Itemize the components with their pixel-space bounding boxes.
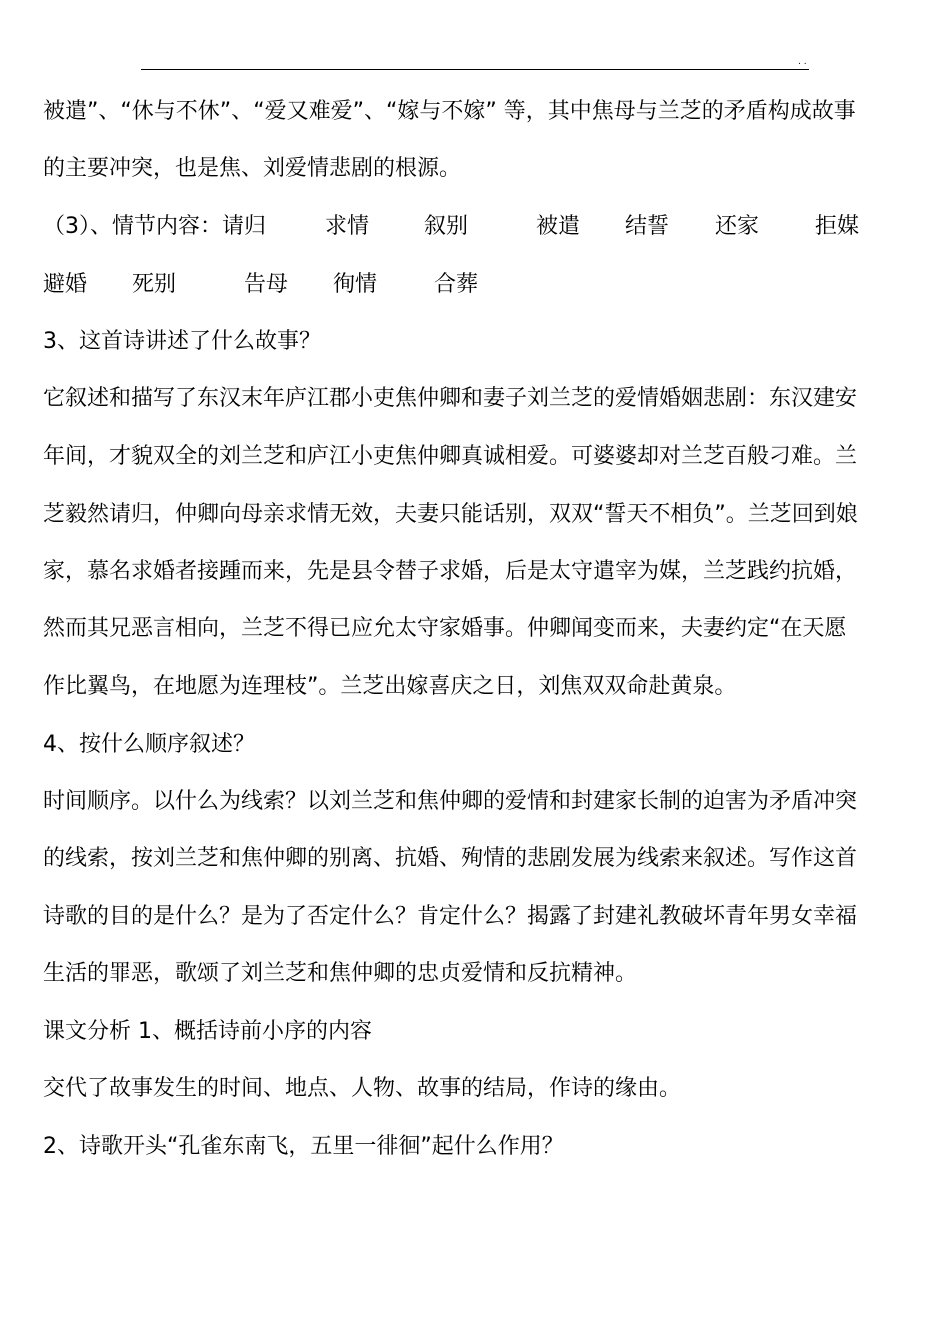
question-heading: 4、按什么顺序叙述？ <box>43 732 255 757</box>
plot-item: 死别 <box>132 272 177 297</box>
plot-item: 还家 <box>715 214 760 239</box>
paragraph-line: 诗歌的目的是什么？是为了否定什么？肯定什么？揭露了封建礼教破坏青年男女幸福 <box>43 904 858 929</box>
plot-item: 被遣 <box>536 214 581 239</box>
plot-item: 叙别 <box>424 214 469 239</box>
plot-item: 徇情 <box>333 272 378 297</box>
plot-item: 合葬 <box>434 272 479 297</box>
paragraph-line: 它叙述和描写了东汉末年庐江郡小吏焦仲卿和妻子刘兰芝的爱情婚姻悲剧：东汉建安 <box>43 386 858 411</box>
paragraph-line: 被遣”、“休与不休”、“爱又难爱”、“嫁与不嫁” 等，其中焦母与兰芝的矛盾构成故事 <box>43 99 856 124</box>
paragraph-line: 的主要冲突，也是焦、刘爱情悲剧的根源。 <box>43 156 462 181</box>
plot-item: 拒媒 <box>815 214 860 239</box>
header-mark: . . <box>798 57 807 67</box>
plot-item: 求情 <box>325 214 370 239</box>
paragraph-line: 然而其兄恶言相向，兰芝不得已应允太守家婚事。仲卿闻变而来，夫妻约定“在天愿 <box>43 616 847 641</box>
plot-item: 结誓 <box>625 214 670 239</box>
plot-item: 告母 <box>244 272 289 297</box>
paragraph-line: 年间，才貌双全的刘兰芝和庐江小吏焦仲卿真诚相爱。可婆婆却对兰芝百般刁难。兰 <box>43 444 858 469</box>
paragraph-line: 芝毅然请归，仲卿向母亲求情无效，夫妻只能话别，双双“誓天不相负”。兰芝回到娘 <box>43 502 858 527</box>
paragraph-line: 作比翼鸟，在地愿为连理枝”。兰芝出嫁喜庆之日，刘焦双双命赴黄泉。 <box>43 674 737 699</box>
paragraph-line: 生活的罪恶，歌颂了刘兰芝和焦仲卿的忠贞爱情和反抗精神。 <box>43 961 638 986</box>
paragraph-line: 交代了故事发生的时间、地点、人物、故事的结局，作诗的缘由。 <box>43 1076 682 1101</box>
paragraph-line: 时间顺序。以什么为线索？以刘兰芝和焦仲卿的爱情和封建家长制的迫害为矛盾冲突 <box>43 789 858 814</box>
paragraph-line: 的线索，按刘兰芝和焦仲卿的别离、抗婚、殉情的悲剧发展为线索来叙述。写作这首 <box>43 846 858 871</box>
question-heading: 3、这首诗讲述了什么故事？ <box>43 329 321 354</box>
section-heading: 课文分析 1、概括诗前小序的内容 <box>43 1019 372 1044</box>
question-heading: 2、诗歌开头“孔雀东南飞，五里一徘徊”起什么作用？ <box>43 1134 564 1159</box>
paragraph-line: 家，慕名求婚者接踵而来，先是县令替子求婚，后是太守遣宰为媒，兰芝践约抗婚， <box>43 559 858 584</box>
plot-outline-label: （3）、情节内容：请归 <box>43 214 266 239</box>
header-rule <box>141 69 809 70</box>
plot-item: 避婚 <box>43 272 88 297</box>
